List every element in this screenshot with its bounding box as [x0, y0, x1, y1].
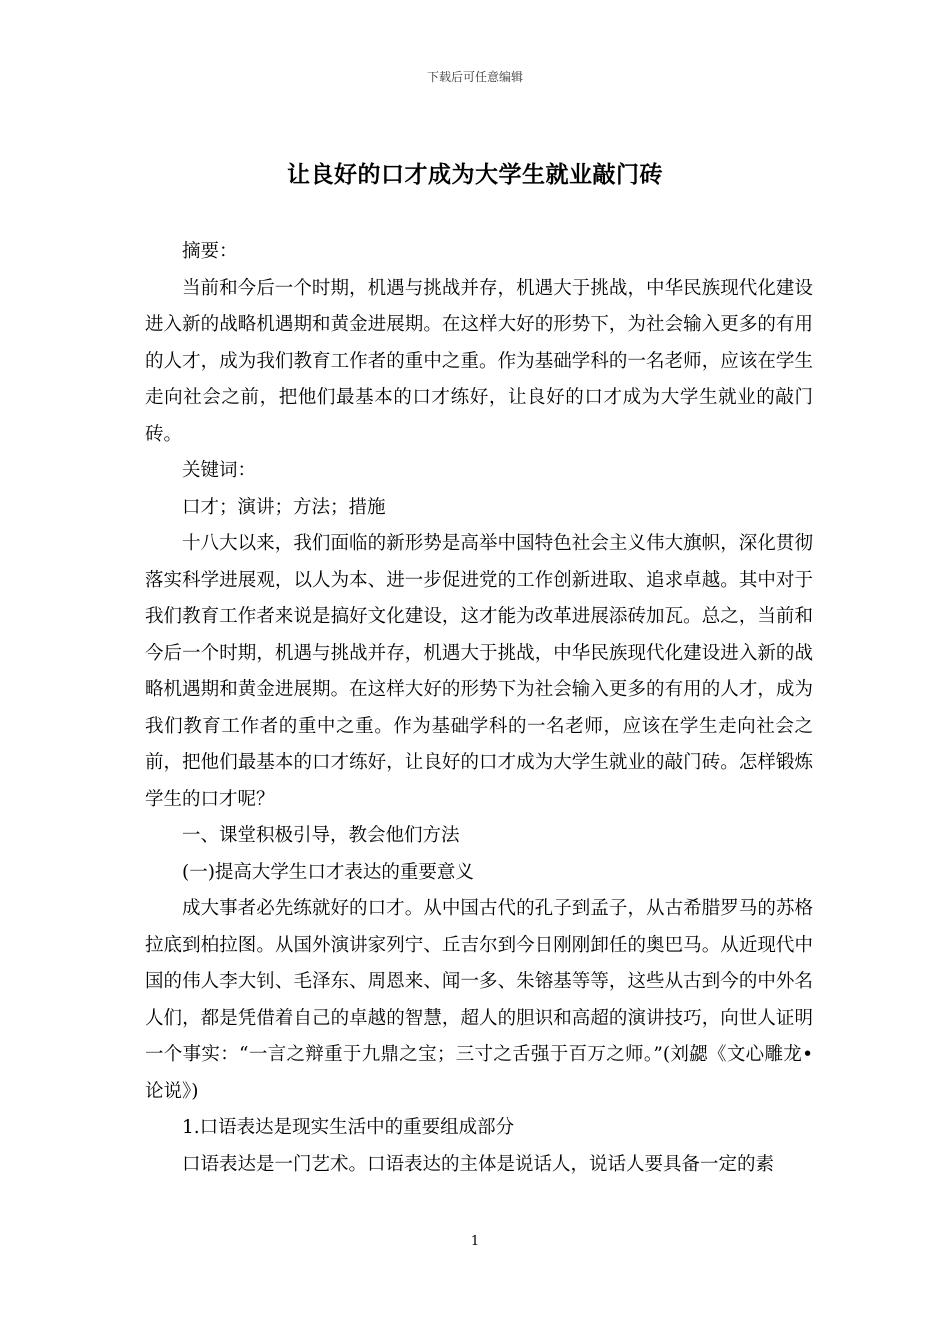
- document-body: [145, 234, 813, 1183]
- page-number: 1: [470, 1234, 480, 1249]
- body-paragraph: 成大事者必先练就好的口才。从中国古代的孔子到孟子，从古希腊罗马的苏格拉底到柏拉图。从国外演讲家列宁、丘吉尔到今日刚刚卸任的奥巴马。从近现代中国的伟人李大钊、毛泽东、周恩来、闻一多、朱镕基等等，这些从古到今的中外名人们，都是凭借着自己的卓越的智慧，超人的胆识和高超的演讲技巧，向世人证明一个事实：“一言之辩重于九鼎之宝；三寸之舌强于百万之师。”(刘勰《文心雕龙•论说》): [145, 898, 813, 1102]
- header-note: 下载后可任意编辑: [426, 70, 523, 84]
- abstract-paragraph: 当前和今后一个时期，机遇与挑战并存，机遇大于挑战，中华民族现代化建设进入新的战略机遇期和黄金进展期。在这样大好的形势下，为社会输入更多的有用的人才，成为我们教育工作者的重中之重。作为基础学科的一名老师，应该在学生走向社会之前，把他们最基本的口才练好，让良好的口才成为大学生就业的敲门砖。: [145, 277, 813, 445]
- section-heading-1: 一、课堂积极引导，教会他们方法: [182, 825, 460, 846]
- document-title: 让良好的口才成为大学生就业敲门砖: [287, 161, 663, 188]
- keywords-list: 口才；演讲；方法；措施: [182, 496, 386, 518]
- body-paragraph-continued: 口语表达是一门艺术。口语表达的主体是说话人，说话人要具备一定的素: [182, 1153, 775, 1175]
- point-heading-1: 1.口语表达是现实生活中的重要组成部分: [182, 1117, 515, 1138]
- intro-paragraph: 十八大以来，我们面临的新形势是高举中国特色社会主义伟大旗帜，深化贯彻落实科学进展观，以人为本、进一步促进党的工作创新进取、追求卓越。其中对于我们教育工作者来说是搞好文化建设，这才能为改革进展添砖加瓦。总之，当前和今后一个时期，机遇与挑战并存，机遇大于挑战，中华民族现代化建设进入新的战略机遇期和黄金进展期。在这样大好的形势下为社会输入更多的有用的人才，成为我们教育工作者的重中之重。作为基础学科的一名老师，应该在学生走向社会之前，把他们最基本的口才练好，让良好的口才成为大学生就业的敲门砖。怎样锻炼学生的口才呢？: [145, 533, 813, 810]
- keywords-label: 关键词：: [182, 460, 257, 481]
- subsection-heading-1: (一)提高大学生口才表达的重要意义: [182, 861, 474, 883]
- abstract-label: 摘要：: [182, 241, 238, 262]
